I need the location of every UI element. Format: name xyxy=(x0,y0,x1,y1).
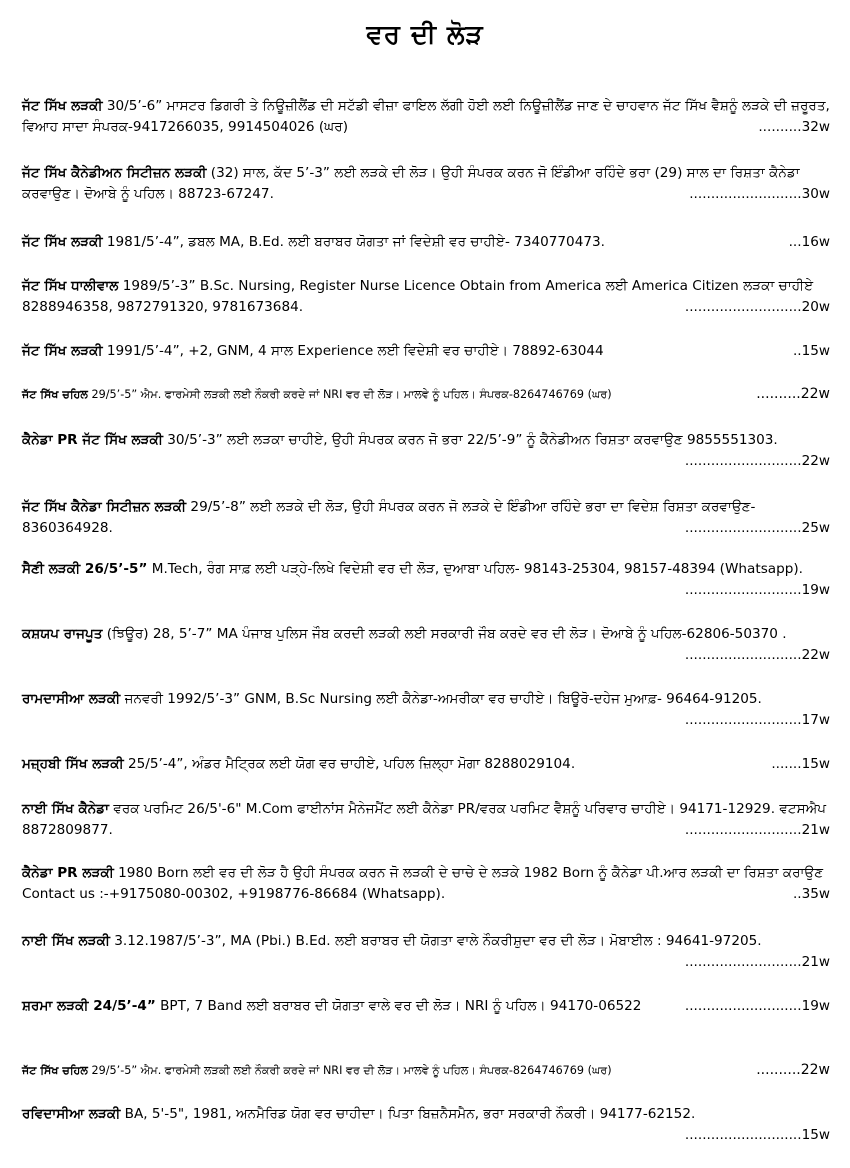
ad-code: ...........................15w xyxy=(684,1127,830,1143)
ad-code: ...........................25w xyxy=(684,520,830,536)
ad-code: ..........................30w xyxy=(689,186,830,202)
classified-ad xyxy=(22,996,830,1017)
classified-ad xyxy=(22,430,830,472)
ad-heading: ਜੱਟ ਸਿੱਖ ਕੈਨੇਡੀਅਨ ਸਿਟੀਜ਼ਨ ਲੜਕੀ xyxy=(22,165,207,181)
ad-heading: ਜੱਟ ਸਿੱਖ ਕੈਨੇਡਾ ਸਿਟੀਜ਼ਨ ਲੜਕੀ xyxy=(22,499,187,515)
classified-ad xyxy=(22,232,830,253)
ad-text: (32) ਸਾਲ, ਕੱਦ 5’-3” ਲਈ ਲੜਕੇ ਦੀ ਲੋੜ। ਉਹੀ ਸੰਪਰਕ ਕਰਨ ਜੋ ਇੰਡੀਆ ਰਹਿੰਦੇ ਭਰਾ (29) ਸਾਲ ਦਾ ਰਿਸ਼ਤਾ ਕੈਨੇਡਾ ਕਰਵਾਉਣ। ਦੋਆਬੇ ਨੂੰ ਪਹਿਲ। 88723-67247. xyxy=(22,165,800,202)
ad-heading: ਜੱਟ ਸਿੱਖ ਚਹਿਲ xyxy=(22,1064,88,1077)
classified-ad xyxy=(22,96,830,138)
classified-ad xyxy=(22,559,830,601)
ad-heading: ਕੈਨੇਡਾ PR ਜੱਟ ਸਿੱਖ ਲੜਕੀ xyxy=(22,432,163,448)
ad-heading: ਨਾਈ ਸਿੱਖ ਲੜਕੀ xyxy=(22,933,110,949)
ad-code: .......15w xyxy=(771,756,830,772)
classified-ad xyxy=(22,384,830,405)
classified-ad xyxy=(22,754,830,775)
classified-ad xyxy=(22,276,830,318)
classified-ad xyxy=(22,624,830,666)
ad-code: ...........................21w xyxy=(684,822,830,838)
ad-code: ...........................20w xyxy=(684,299,830,315)
ad-text: ਵਰਕ ਪਰਮਿਟ 26/5'-6" M.Com ਫਾਈਨਾਂਸ ਮੈਨੇਜਮੈਂਟ ਲਈ ਕੈਨੇਡਾ PR/ਵਰਕ ਪਰਮਿਟ ਵੈਸ਼ਨੂੰ ਪਰਿਵਾਰ ਚਾਹੀਏ। 94171-12929. ਵਟਸਐਪ 8872809877. xyxy=(22,801,827,838)
ad-heading: ਜੱਟ ਸਿੱਖ ਲੜਕੀ xyxy=(22,234,103,250)
ad-heading: ਜੱਟ ਸਿੱਖ ਚਹਿਲ xyxy=(22,388,88,401)
classified-ad xyxy=(22,799,830,841)
ad-text: 29/5’-5” ਐਮ. ਫਾਰਮੇਸੀ ਲੜਕੀ ਲਈ ਨੌਕਰੀ ਕਰਦੇ ਜਾਂ NRI ਵਰ ਦੀ ਲੋੜ। ਮਾਲਵੇ ਨੂੰ ਪਹਿਲ। ਸੰਪਰਕ-8264746769 (ਘਰ) xyxy=(88,1064,612,1077)
ad-heading: ਰਾਮਦਾਸੀਆ ਲੜਕੀ xyxy=(22,691,121,707)
page-title: ਵਰ ਦੀ ਲੋੜ xyxy=(366,20,484,50)
ad-code: ..35w xyxy=(792,886,830,902)
ad-text: 30/5’-6” ਮਾਸਟਰ ਡਿਗਰੀ ਤੇ ਨਿਊਜ਼ੀਲੈਂਡ ਦੀ ਸਟੱਡੀ ਵੀਜ਼ਾ ਫਾਇਲ ਲੱਗੀ ਹੋਈ ਲਈ ਨਿਊਜ਼ੀਲੈਂਡ ਜਾਣ ਦੇ ਚਾਹਵਾਨ ਜੱਟ ਸਿੱਖ ਵੈਸ਼ਨੂੰ ਲੜਕੇ ਦੀ ਜ਼ਰੂਰਤ, ਵਿਆਹ ਸਾਦਾ ਸੰਪਰਕ-9417266035, 9914504026 (ਘਰ) xyxy=(22,98,830,135)
ad-text: 29/5’-5” ਐਮ. ਫਾਰਮੇਸੀ ਲੜਕੀ ਲਈ ਨੌਕਰੀ ਕਰਦੇ ਜਾਂ NRI ਵਰ ਦੀ ਲੋੜ। ਮਾਲਵੇ ਨੂੰ ਪਹਿਲ। ਸੰਪਰਕ-8264746769 (ਘਰ) xyxy=(88,388,612,401)
classified-ad xyxy=(22,689,830,731)
ad-code: ..........22w xyxy=(756,1062,830,1078)
ad-text: 29/5’-8” ਲਈ ਲੜਕੇ ਦੀ ਲੋੜ, ਉਹੀ ਸੰਪਰਕ ਕਰਨ ਜੋ ਲੜਕੇ ਦੇ ਇੰਡੀਆ ਰਹਿੰਦੇ ਭਰਾ ਦਾ ਵਿਦੇਸ਼ ਰਿਸ਼ਤਾ ਕਰਵਾਉਣ- 8360364928. xyxy=(22,499,756,536)
ad-code: ...16w xyxy=(788,234,830,250)
ad-text: 30/5’-3” ਲਈ ਲੜਕਾ ਚਾਹੀਏ, ਉਹੀ ਸੰਪਰਕ ਕਰਨ ਜੋ ਭਰਾ 22/5’-9” ਨੂੰ ਕੈਨੇਡੀਅਨ ਰਿਸ਼ਤਾ ਕਰਵਾਉਣ 9855551303. xyxy=(162,432,778,448)
ad-text: BPT, 7 Band ਲਈ ਬਰਾਬਰ ਦੀ ਯੋਗਤਾ ਵਾਲੇ ਵਰ ਦੀ ਲੋੜ। NRI ਨੂੰ ਪਹਿਲ। 94170-06522 xyxy=(155,998,642,1014)
ad-heading: ਜੱਟ ਸਿੱਖ ਲੜਕੀ xyxy=(22,343,103,359)
classified-ad xyxy=(22,341,830,362)
ad-heading: ਰਵਿਦਾਸੀਆ ਲੜਕੀ xyxy=(22,1106,121,1122)
ad-code: ...........................17w xyxy=(684,712,830,728)
ad-text: 1981/5’-4”, ਡਬਲ MA, B.Ed. ਲਈ ਬਰਾਬਰ ਯੋਗਤਾ ਜਾਂ ਵਿਦੇਸ਼ੀ ਵਰ ਚਾਹੀਏ- 7340770473. xyxy=(102,234,605,250)
ad-text: ਜਨਵਰੀ 1992/5’-3” GNM, B.Sc Nursing ਲਈ ਕੈਨੇਡਾ-ਅਮਰੀਕਾ ਵਰ ਚਾਹੀਏ। ਬਿਊਰੋ-ਦਹੇਜ ਮੁਆਫ਼- 96464-91205. xyxy=(120,691,762,707)
ad-code: ...........................19w xyxy=(684,582,830,598)
ad-heading: ਜੱਟ ਸਿੱਖ ਲੜਕੀ xyxy=(22,98,103,114)
ad-text: 1991/5’-4”, +2, GNM, 4 ਸਾਲ Experience ਲਈ ਵਿਦੇਸ਼ੀ ਵਰ ਚਾਹੀਏ। 78892-63044 xyxy=(102,343,604,359)
classified-ad xyxy=(22,163,830,205)
ad-heading: ਜੱਟ ਸਿੱਖ ਧਾਲੀਵਾਲ xyxy=(22,278,119,294)
ad-code: ..........32w xyxy=(758,119,830,135)
ad-heading: ਨਾਈ ਸਿੱਖ ਕੈਨੇਡਾ xyxy=(22,801,110,817)
ad-text: 1980 Born ਲਈ ਵਰ ਦੀ ਲੋੜ ਹੈ ਉਹੀ ਸੰਪਰਕ ਕਰਨ ਜੋ ਲੜਕੀ ਦੇ ਚਾਚੇ ਦੇ ਲੜਕੇ 1982 Born ਨੂੰ ਕੈਨੇਡਾ ਪੀ.ਆਰ ਲੜਕੀ ਦਾ ਰਿਸ਼ਤਾ ਕਰਾਉਣ Contact us :-+9175080-00302, +9198776-86684 (Whatsapp). xyxy=(22,865,824,902)
ad-heading: ਸੈਣੀ ਲੜਕੀ 26/5’-5” xyxy=(22,561,148,577)
ad-code: ...........................21w xyxy=(684,954,830,970)
ad-text: 3.12.1987/5’-3”, MA (Pbi.) B.Ed. ਲਈ ਬਰਾਬਰ ਦੀ ਯੋਗਤਾ ਵਾਲੇ ਨੌਕਰੀਸ਼ੁਦਾ ਵਰ ਦੀ ਲੋੜ। ਮੋਬਾਈਲ : 94641-97205. xyxy=(109,933,762,949)
ad-code: ...........................19w xyxy=(684,998,830,1014)
ad-heading: ਕੈਨੇਡਾ PR ਲੜਕੀ xyxy=(22,865,114,881)
ad-text: 1989/5’-3” B.Sc. Nursing, Register Nurse Licence Obtain from America ਲਈ America Citizen ਲੜਕਾ ਚਾਹੀਏ 8288946358, 9872791320, 9781673684. xyxy=(22,278,814,315)
ad-heading: ਸ਼ਰਮਾ ਲੜਕੀ 24/5’-4” xyxy=(22,998,156,1014)
ad-code: ...........................22w xyxy=(684,453,830,469)
ad-heading: ਕਸ਼ਯਪ ਰਾਜਪੂਤ xyxy=(22,626,103,642)
ad-heading: ਮਜ਼੍ਹਬੀ ਸਿੱਖ ਲੜਕੀ xyxy=(22,756,124,772)
classified-ad xyxy=(22,1104,830,1146)
classified-ad xyxy=(22,1060,830,1081)
ad-code: ..15w xyxy=(792,343,830,359)
classified-ad xyxy=(22,497,830,539)
ad-text: BA, 5'-5", 1981, ਅਨਮੈਰਿਡ ਯੋਗ ਵਰ ਚਾਹੀਦਾ। ਪਿਤਾ ਬਿਜ਼ਨੈਸਮੈਨ, ਭਰਾ ਸਰਕਾਰੀ ਨੌਕਰੀ। 94177-62152. xyxy=(120,1106,696,1122)
ad-code: ...........................22w xyxy=(684,647,830,663)
ad-code: ..........22w xyxy=(756,386,830,402)
classified-ad xyxy=(22,931,830,973)
ad-text: 25/5’-4”, ਅੰਡਰ ਮੈਟ੍ਰਿਕ ਲਈ ਯੋਗ ਵਰ ਚਾਹੀਏ, ਪਹਿਲ ਜ਼ਿਲ੍ਹਾ ਮੋਗਾ 8288029104. xyxy=(123,756,576,772)
ad-text: M.Tech, ਰੰਗ ਸਾਫ਼ ਲਈ ਪੜ੍ਹੇ-ਲਿਖੇ ਵਿਦੇਸ਼ੀ ਵਰ ਦੀ ਲੋੜ, ਦੁਆਬਾ ਪਹਿਲ- 98143-25304, 98157-48394 (Whatsapp). xyxy=(147,561,803,577)
classified-ad xyxy=(22,863,830,905)
ad-text: (ਝਿਊਰ) 28, 5’-7” MA ਪੰਜਾਬ ਪੁਲਿਸ ਜੌਬ ਕਰਦੀ ਲੜਕੀ ਲਈ ਸਰਕਾਰੀ ਜੌਬ ਕਰਦੇ ਵਰ ਦੀ ਲੋੜ। ਦੋਆਬੇ ਨੂੰ ਪਹਿਲ-62806-50370 . xyxy=(102,626,787,642)
